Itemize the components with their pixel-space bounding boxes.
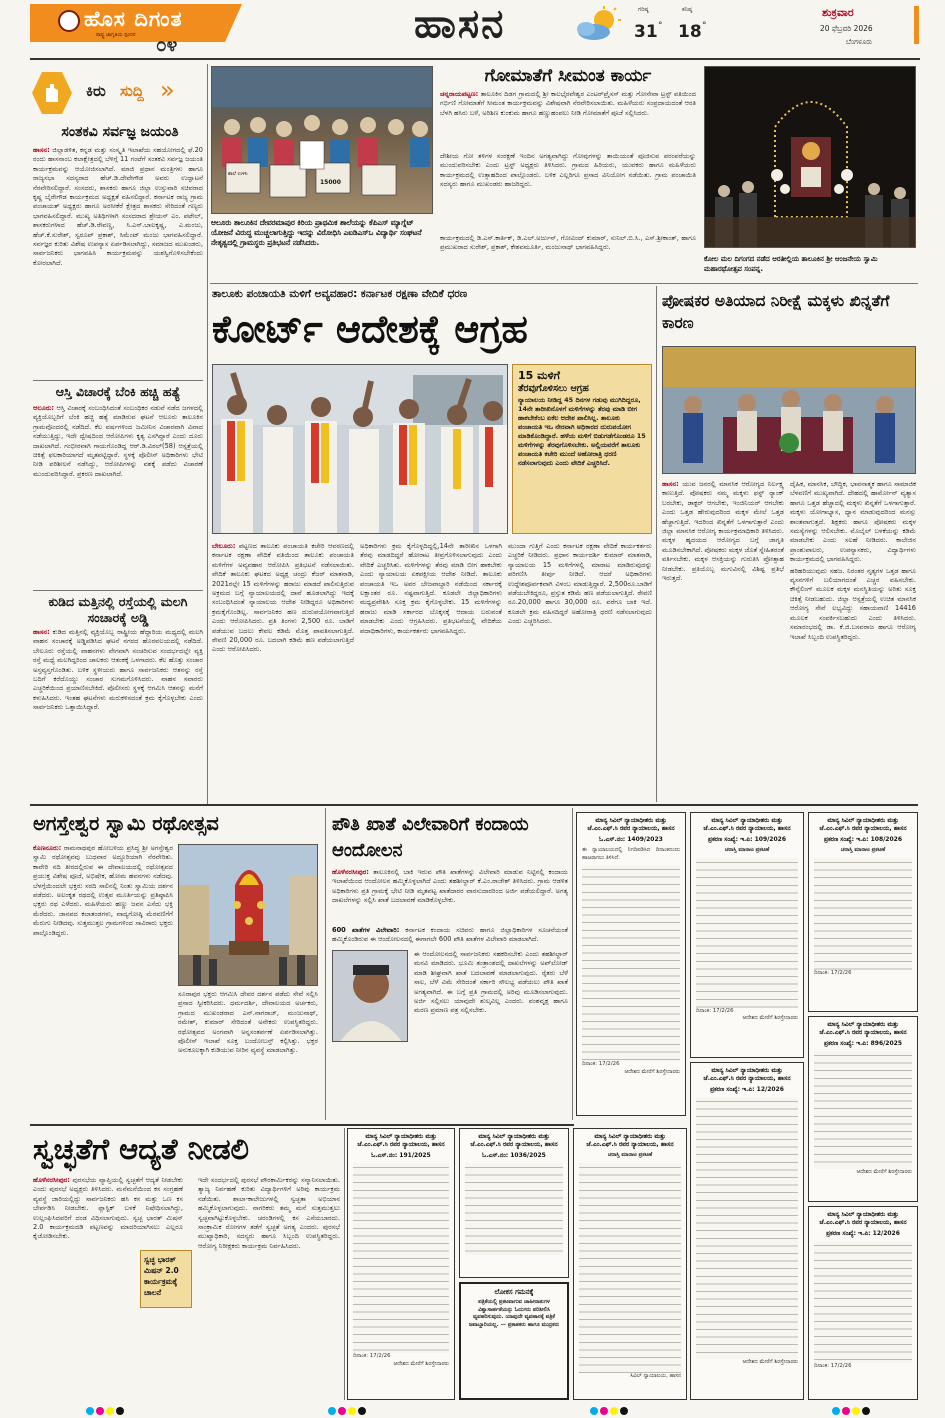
brief3-text: ಕುಡಿದ ಮತ್ತಿನಲ್ಲಿ ವ್ಯಕ್ತಿಯೊಬ್ಬ ರಾಷ್ಟ್ರೀಯ ಹೆದ್ದಾರಿಯ ಮಧ್ಯದಲ್ಲಿ ಮಲಗಿ ವಾಹನ ಸಂಚಾರಕ್ಕೆ ಅಡ್ಡಿಪಡಿಸಿದ ಘಟನೆ ನಗರದ ಹೊರವಲಯದಲ್ಲಿ ನಡೆದಿದೆ. ಬೇಲೂರು ರಸ್ತೆಯಲ್ಲಿ ವಾಹನಗಳು ವೇಗವಾಗಿ ಸಂಚರಿಸುವ ಸಂದರ್ಭದಲ್ಲೇ ವ್ಯಕ್ತಿ ರಸ್ತೆ ಮಧ್ಯೆ ಮಲಗಿದ್ದರಿಂದ ಚಾಲಕರು ಆತಂಕಕ್ಕೆ ಒಳಗಾದರು. ಕೆಲ ಹೊತ್ತು ಸಂಚಾರ ಅಸ್ತವ್ಯಸ್ತಗೊಂಡಿತು. ಬಳಿಕ ಸ್ಥಳೀಯರು ಹಾಗೂ ಸಾರ್ವಜನಿಕರು ಆತನನ್ನು ರಸ್ತೆ ಬದಿಗೆ ಕರೆದೊಯ್ದು ಸಂಚಾರ ಸುಗಮಗೊಳಿಸಿದರು. ವಾಹನ ಸವಾರರು ಎಚ್ಚರಿಕೆಯಿಂದ ಪ್ರಯಾಣಿಸಬೇಕಿದೆ. ಪೊಲೀಸರು ಸ್ಥಳಕ್ಕೆ ಆಗಮಿಸಿ ಆತನನ್ನು ಮನೆಗೆ ಕಳುಹಿಸಿದರು. ಇಂತಹ ಘಟನೆಗಳು ಮರುಕಳಿಸದಂತೆ ಕ್ರಮ ಕೈಗೊಳ್ಳಬೇಕು ಎಂದು ಸಾರ್ವಜನಿಕರು ಒತ್ತಾಯಿಸಿದ್ದಾರೆ. xyxy=(33,628,203,712)
notice-court-head: ಮಾನ್ಯ ಸಿವಿಲ್ ನ್ಯಾಯಾಧೀಶರು ಮತ್ತು ಜೆ.ಎಂ.ಎಫ್.ಸಿ ರವರ ನ್ಯಾಯಾಲಯ, ಹಾಸನ xyxy=(703,817,791,832)
notice-fine-print xyxy=(696,858,798,1008)
protest-sign-text-2: ಶಾಲೆ ಉಳಿಸಿ xyxy=(228,171,248,177)
pouti-text-1: ತಾಲೂಕಿನಲ್ಲಿ ಬಾಕಿ ಇರುವ ಪೌತಿ ಖಾತೆಗಳನ್ನು ವಿಲೇವಾರಿ ಮಾಡುವ ನಿಟ್ಟಿನಲ್ಲಿ ಕಂದಾಯ ಇಲಾಖೆಯಿಂದ ಆಂದೋಲನ ಹಮ್ಮಿಕೊಳ್ಳಲಾಗಿದೆ ಎಂದು ತಹಶೀಲ್ದಾರ್ ಕೆ.ಎಂ.ರಾಜೇಶ್ ತಿಳಿಸಿದರು. ಗ್ರಾಮ ಆಡಳಿತ ಅಧಿಕಾರಿಗಳು ಪ್ರತಿ ಗ್ರಾಮಕ್ಕೆ ಭೇಟಿ ನೀಡಿ ಮೃತಪಟ್ಟ ಖಾತೆದಾರರ ವಾರಸುದಾರರಿಂದ ಅರ್ಜಿ ಪಡೆಯಲಿದ್ದಾರೆ. ಅಗತ್ಯ ದಾಖಲೆಗಳನ್ನು ಸಲ್ಲಿಸಿ ಖಾತೆ ಬದಲಾವಣೆ ಮಾಡಿಕೊಳ್ಳಬೇಕು. xyxy=(332,868,568,905)
notice-fine-print xyxy=(814,1241,912,1363)
brief-divider xyxy=(33,380,203,381)
lead-text-1: ಪಟ್ಟಣದ ತಾಲೂಕು ಪಂಚಾಯತಿ ಕಚೇರಿ ಆವರಣದಲ್ಲಿ ಕರ್ನಾಟಕ ರಕ್ಷಣಾ ವೇದಿಕೆ ವತಿಯಿಂದ ತಾಲೂಕು ಪಂಚಾಯತಿ ಮಳಿಗೆಗಳ ಅವ್ಯವಹಾರ ಆರೋಪಿಸಿ ಪ್ರತಿಭಟನೆ ನಡೆಸಲಾಯಿತು. ವೇದಿಕೆ ತಾಲೂಕು ಘಟಕದ ಅಧ್ಯಕ್ಷ ಚಂದ್ರು ಕೆಜರ್ ಮಾತನಾಡಿ, 2021ರಲ್ಲೇ 15 ಮಳಿಗೆಗಳನ್ನು ಹರಾಜು ಮಾಡದೆ ಪಾಲಿಸುತ್ತಿರುವ ಅಕ್ರಮದ ಬಗ್ಗೆ ನ್ಯಾಯಾಲಯದಲ್ಲಿ ದಾವೆ ಹೂಡಲಾಗಿದ್ದು ಇದಕ್ಕೆ ಸಂಬಂಧಿಸಿದಂತೆ ನ್ಯಾಯಾಲಯ ಆದೇಶ ನೀಡಿದ್ದರೂ ಅಧಿಕಾರಿಗಳು ಕ್ರಮಕೈಗೊಂಡಿಲ್ಲ. ಸಾರ್ವಜನಿಕರ ಹಣ ದುರುಪಯೋಗವಾಗುತ್ತಿದೆ ಎಂದು ಆರೋಪಿಸಿದರು. ಪ್ರತಿ ತಿಂಗಳು 2,500 ರೂ. ಬಾಡಿಗೆ ಪಡೆಯುವ ಬದಲು ಕೇವಲ ಕಡಿಮೆ ಮೊತ್ತ ಪಾವತಿಸಲಾಗುತ್ತಿದೆ. ಠೇವಣಿ 20,000 ರೂ. ಬದಲಾಗಿ ಕಡಿಮೆ ಹಣ ಪಡೆಯಲಾಗುತ್ತಿದೆ ಎಂದು ಆರೋಪಿಸಿದರು. xyxy=(212,542,354,654)
hand-icon xyxy=(32,72,72,114)
notice-case-number: ಓ.ಎಸ್.ನಂ: 1409/2023 xyxy=(599,836,663,843)
lead-box xyxy=(512,364,652,534)
nutrition-text-3: ಹರಿಹರಿಯುವುದು ಸಹಜ. ನಿರಂತರ ನೃತ್ಯಗಳ ಒತ್ತಡ ಹಾಗೂ ವ್ಯಸನಗಳಿಗೆ ಬಲಿಯಾಗದಂತೆ ಎಚ್ಚರ ವಹಿಸಬೇಕು. ಕೌನ್ಸೆಲಿಂಗ್ ಮೂಲಕ ಮಕ್ಕಳ ಮನಸ್ಥಿತಿಯನ್ನು ಅರಿತು ಸೂಕ್ತ ಚಿಕಿತ್ಸೆ ನೀಡಬಹುದು. ಜಿಲ್ಲಾ ಆಸ್ಪತ್ರೆಯಲ್ಲಿ ಉಚಿತ ಮಾನಸಿಕ ಆರೋಗ್ಯ ಸೇವೆ ಲಭ್ಯವಿದ್ದು ಸಹಾಯವಾಣಿ 14416 ಮೂಲಕ ಸಂಪರ್ಕಿಸಬಹುದು ಎಂದು ತಿಳಿಸಿದರು. ಸಮಾರಂಭದಲ್ಲಿ ಡಾ. ಕೆ.ಜಿ.ಬಸವರಾಜ ಹಾಗೂ ಆರೋಗ್ಯ ಇಲಾಖೆ ಸಿಬ್ಬಂದಿ ಉಪಸ್ಥಿತರಿದ್ದರು. xyxy=(790,566,916,641)
legal-notice xyxy=(690,1062,804,1400)
notice-court-head: ಮಾನ್ಯ ಸಿವಿಲ್ ನ್ಯಾಯಾಧೀಶರು ಮತ್ತು ಜೆ.ಎಂ.ಎಫ್.ಸಿ ರವರ ನ್ಯಾಯಾಲಯ, ಹಾಸನ xyxy=(586,1133,674,1148)
lead-box-title-a: 15 ಮಳಿಗೆ xyxy=(518,369,560,382)
legal-notice xyxy=(347,1128,455,1400)
tahsildar-portrait xyxy=(332,950,408,1042)
agastya-text-1: ರಾಮನಾಥಪುರ ಹೋಬಳಿಯ ಪ್ರಸಿದ್ಧ ಶ್ರೀ ಅಗಸ್ತೇಶ್ವರ ಸ್ವಾಮಿ ರಥೋತ್ಸವವು ಬುಧವಾರ ಅದ್ದೂರಿಯಾಗಿ ನೆರವೇರಿತು. ಕಾವೇರಿ ನದಿ ತೀರದಲ್ಲಿರುವ ಈ ದೇವಾಲಯದಲ್ಲಿ ರಥೋತ್ಸವದ ಪ್ರಯುಕ್ತ ವಿಶೇಷ ಪೂಜೆ, ಅಭಿಷೇಕ, ಹೋಮ ಹವನಗಳು ನಡೆದವು. ಬೆಳಗ್ಗೆಯಿಂದಲೇ ಭಕ್ತರು ಸರದಿ ಸಾಲಿನಲ್ಲಿ ನಿಂತು ಸ್ವಾಮಿಯ ದರ್ಶನ ಪಡೆದರು. ಅಲಂಕೃತ ರಥದಲ್ಲಿ ಉತ್ಸವ ಮೂರ್ತಿಯನ್ನು ಪ್ರತಿಷ್ಠಾಪಿಸಿ ಭಕ್ತರು ರಥ ಎಳೆದರು. ಮಹಿಳೆಯರು ಹಣ್ಣು ಜವನ ಎಸೆದು ಭಕ್ತಿ ಮೆರೆದರು. ಜಾನಪದ ಕಲಾತಂಡಗಳು, ವಾದ್ಯಗೋಷ್ಠಿ ಮೆರವಣಿಗೆಗೆ ಮೆರುಗು ನೀಡಿದವು. ಸುತ್ತಮುತ್ತಲ ಗ್ರಾಮಗಳಿಂದ ಸಾವಿರಾರು ಭಕ್ತರು ಪಾಲ್ಗೊಂಡಿದ್ದರು. xyxy=(33,844,173,937)
column-rule xyxy=(325,808,326,1120)
section-rule xyxy=(30,804,918,806)
lead-box-body: ನ್ಯಾಯಾಲಯ ನೀಡಿದ್ದ 45 ದಿನಗಳ ಗಡುವು ಮುಗಿದಿದ್ದರೂ, 14ನೇ ತಾರೀಖಿನೊಳಗೆ ಮಳಿಗೆಗಳನ್ನು ತೆರವು ಮಾಡಿ ಬೀಗ ಹಾಕಬೇಕೆಂಬ ಏಕೆಲ ಆದೇಶ ಪಾಲಿಸಿಲ್ಲ. ತಾಲೂಕು ಪಂಚಾಯತಿ ಇಒ ನೇರವಾಗಿ ಅಧಿಕಾರದ ದುರುಪಯೋಗ ಮಾಡಿಕೊಂಡಿದ್ದಾರೆ. ಹಳೆಯ ಮಳಿಗೆ ಬಿಡುಗಡೆಗೊಂಡರೂ 15 ಮಳಿಗೆಗಳನ್ನು ತೆರವುಗೊಳಿಸಬೇಕು. ಅಲ್ಲಿಯವರೆಗೆ ತಾಲೂಕು ಪಂಚಾಯತಿ ಕಚೇರಿ ಮುಂದೆ ಅಹೋರಾತ್ರಿ ಧರಣಿ ನಡೆಸಲಾಗುವುದು ಎಂದು ವೇದಿಕೆ ಎಚ್ಚರಿಸಿದೆ. xyxy=(518,396,646,467)
lead-dateline: ಬೇಲೂರು: xyxy=(212,542,236,550)
legal-notice xyxy=(459,1128,569,1278)
brief2-text: ಆಸ್ತಿ ವಿಚಾರಕ್ಕೆ ಸಂಬಂಧಿಸಿದಂತೆ ಸಂಬಂಧಿಕರ ನಡುವೆ ನಡೆದ ಜಗಳದಲ್ಲಿ ವ್ಯಕ್ತಿಯೊಬ್ಬರಿಗೆ ಬೆಂಕಿ ಹಚ್ಚಿ ಹತ್ಯೆ ಮಾಡಿರುವ ಘಟನೆ ಆಲೂರು ತಾಲೂಕಿನ ಗ್ರಾಮವೊಂದರಲ್ಲಿ ನಡೆದಿದೆ. ಕೆಲ ವರ್ಷಗಳಿಂದ ಜಮೀನಿನ ವಿಚಾರವಾಗಿ ವಿವಾದ ನಡೆಯುತ್ತಿದ್ದು, ಇದೇ ದ್ವೇಷದಿಂದ ಆರೋಪಿಗಳು ಕೃತ್ಯ ಎಸಗಿದ್ದಾರೆ ಎಂದು ದೂರು ದಾಖಲಾಗಿದೆ. ಗಂಭೀರವಾಗಿ ಗಾಯಗೊಂಡಿದ್ದ ಆರ್.ಡಿ.ವಿಠಲ್(58) ಆಸ್ಪತ್ರೆಯಲ್ಲಿ ಚಿಕಿತ್ಸೆ ಫಲಕಾರಿಯಾಗದೆ ಮೃತಪಟ್ಟಿದ್ದಾರೆ. ಸ್ಥಳಕ್ಕೆ ಪೊಲೀಸ್ ಅಧಿಕಾರಿಗಳು ಭೇಟಿ ನೀಡಿ ಪರಿಶೀಲನೆ ನಡೆಸಿದ್ದು, ಆರೋಪಿಗಳನ್ನು ವಶಕ್ಕೆ ಪಡೆದು ವಿಚಾರಣೆ ಮುಂದುವರಿಸಿದ್ದಾರೆ. ಪ್ರಕರಣ ದಾಖಲಾಗಿದೆ. xyxy=(33,404,203,478)
notice-court-head: ಮಾನ್ಯ ಸಿವಿಲ್ ನ್ಯಾಯಾಧೀಶರು ಮತ್ತು ಜೆ.ಎಂ.ಎಫ್.ಸಿ ರವರ ನ್ಯಾಯಾಲಯ, ಹಾಸನ xyxy=(470,1133,558,1148)
agastya-headline: ಅಗಸ್ತೇಶ್ವರ ಸ್ವಾಮಿ ರಥೋತ್ಸವ xyxy=(33,812,219,835)
column-rule xyxy=(572,808,573,1120)
notice-fine-print xyxy=(579,1163,681,1373)
temp-min-label: ಕನಿಷ್ಠ xyxy=(682,6,693,13)
notice-court-head: ಮಾನ್ಯ ಸಿವಿಲ್ ನ್ಯಾಯಾಧೀಶರು ಮತ್ತು ಜೆ.ಎಂ.ಎಫ್.ಸಿ ರವರ ನ್ಯಾಯಾಲಯ, ಹಾಸನ xyxy=(703,1067,791,1082)
brief2-title: ಆಸ್ತಿ ವಿಚಾರಕ್ಕೆ ಬೆಂಕಿ ಹಚ್ಚಿ ಹತ್ಯೆ xyxy=(55,384,181,399)
pouti-headline: ಪೌತಿ ಖಾತೆ ವಿಲೇವಾರಿಗೆ ಕಂದಾಯ ಆಂದೋಲನ xyxy=(332,814,529,861)
masthead-rule xyxy=(30,58,920,60)
brand-name: ಹೊಸ ದಿಗಂತ xyxy=(84,6,183,31)
brief3-title: ಕುಡಿದ ಮತ್ತಿನಲ್ಲಿ ರಸ್ತೆಯಲ್ಲಿ ಮಲಗಿ ಸಂಚಾರಕ್ಕೆ ಅಡ್ಡಿ xyxy=(48,594,188,625)
notice-fine-print xyxy=(353,1163,449,1353)
kiru-label-a: ಕಿರು xyxy=(86,82,106,100)
brief2-body xyxy=(33,404,203,588)
brief1-title: ಸಂತಕವಿ ಸರ್ವಜ್ಞ ಜಯಂತಿ xyxy=(61,124,179,140)
notice-fine-print xyxy=(582,865,680,1061)
notice-sign: ಆದೇಶದ ಮೇರೆಗೆ ಶಿರಸ್ತೇದಾರರು xyxy=(742,1359,798,1365)
seminar-photo xyxy=(662,346,916,474)
notice-sale-head: ಚರಾಸ್ತಿ ಮಾರಾಟ ಪ್ರಕಟಣೆ xyxy=(607,1152,653,1158)
gomata-headline: ಗೋಮಾತೆಗೆ ಸೀಮಂತ ಕಾರ್ಯ xyxy=(484,66,652,86)
edition-title: ಹಾಸನ xyxy=(414,0,506,47)
temp-max: 31 xyxy=(634,22,658,42)
swachh-box-text: ಸ್ವಚ್ಛ ಭಾರತ್ ಮಿಷನ್ 2.0 ಕಾರ್ಯಕ್ರಮಕ್ಕೆ ಚಾಲನೆ xyxy=(144,1255,179,1297)
pouti-subhead: 600 ಖಾತೆಗಳ ವಿಲೇವಾರಿ: xyxy=(332,926,400,934)
notice-court-head: ಮಾನ್ಯ ಸಿವಿಲ್ ನ್ಯಾಯಾಧೀಶರು ಮತ್ತು ಜೆ.ಎಂ.ಎಫ್.ಸಿ ರವರ ನ್ಯಾಯಾಲಯ, ಹಾಸನ xyxy=(819,1021,907,1036)
school-protest-photo xyxy=(211,66,433,214)
nutrition-text-1: ಯುವ ಜನರಲ್ಲಿ ಮಾನಸಿಕ ಆರೋಗ್ಯದ ನಿರ್ಲಕ್ಷ್ಯ ಕಾಣುತ್ತಿದೆ. ಪೋಷಕರು ನಮ್ಮ ಮಕ್ಕಳು ಫಸ್ಟ್ ರ್‍ಯಾಂಕ್ ಬರಬೇಕು, ಡಾಕ್ಟರ್ ಆಗಬೇಕು, ಇಂಜಿನಿಯರ್ ಆಗಬೇಕು ಎಂದು ಒತ್ತಡ ಹೇರುವುದರಿಂದ ಮಕ್ಕಳ ಮೇಲೆ ಒತ್ತಡ ಹೆಚ್ಚಾಗುತ್ತಿದೆ. ಇದರಿಂದ ಖಿನ್ನತೆಗೆ ಒಳಗಾಗುತ್ತಾರೆ ಎಂದು ಜಿಲ್ಲಾ ಮಾನಸಿಕ ಆರೋಗ್ಯ ಕಾರ್ಯಕ್ರಮಾಧಿಕಾರಿ ತಿಳಿಸಿದರು. ಮಕ್ಕಳ ಹೃದಯದ ಆರೋಗ್ಯದ ಬಗ್ಗೆ ಜಾಗೃತಿ ಮೂಡಿಸಬೇಕಾಗಿದೆ. ಪೋಷಕರು ಮಕ್ಕಳ ಜೊತೆ ಸ್ನೇಹಿತರಂತೆ ವರ್ತಿಸಬೇಕು. ಮಕ್ಕಳ ಆಸಕ್ತಿಯನ್ನು ಗುರುತಿಸಿ ಪ್ರೋತ್ಸಾಹ ನೀಡಬೇಕು. ಪ್ರತಿಯೊಬ್ಬ ಮಗುವಿನಲ್ಲಿ ವಿಶಿಷ್ಟ ಪ್ರತಿಭೆ ಇರುತ್ತದೆ. xyxy=(662,480,784,583)
protest-photo xyxy=(212,364,508,534)
temp-max-degree: ° xyxy=(658,21,663,31)
gomata-text-1: ತಾಲೂಕಿನ ದಿಡಗ ಗ್ರಾಮದಲ್ಲಿ ಶ್ರೀ ಕಾಲಭೈರವೇಶ್ವರ ಎಂಟರ್‌ಪ್ರೈಸಸ್ ಮತ್ತು ಗೋಸೇವಾ ಟ್ರಸ್ಟ್ ವತಿಯಿಂದ ಗರ್ಭಿಣಿ ಗೋಮಾತೆಗೆ ಸೀಮಂತ ಕಾರ್ಯಕ್ರಮವನ್ನು ವಿಶೇಷವಾಗಿ ನೆರವೇರಿಸಲಾಯಿತು. ಮಹಿಳೆಯರು ಸಂಪ್ರದಾಯದಂತೆ ಆರತಿ ಬೆಳಗಿ ಹಸಿರು ಬಳೆ, ಅರಿಶಿಣ ಕುಂಕುಮ ಹಾಗೂ ಹಣ್ಣುಹಂಪಲು ನೀಡಿ ಗೋಮಾತೆಗೆ ಪೂಜೆ ಸಲ್ಲಿಸಿದರು. xyxy=(440,90,696,117)
swachh-dateline: ಹೊಳೆನರಸೀಪುರ: xyxy=(33,1176,70,1184)
lead-kicker: ತಾಲೂಕು ಪಂಚಾಯತಿ ಮಳಿಗೆ ಅವ್ಯವಹಾರ: ಕರ್ನಾಟಕ ರಕ್ಷಣಾ ವೇದಿಕೆ ಧರಣ xyxy=(212,288,468,300)
school-protest-caption: ಆಲೂರು ತಾಲೂಕಿನ ದೇವರಮಾಪುರ ಕಿರಿಯ ಪ್ರಾಥಮಿಕ ಶಾಲೆಯನ್ನು ಕೆಪಿಎಸ್ ಮ್ಯಾಗ್ನೆಟ್ ಯೋಜನೆ ವಿರುದ್ಧ ಮುಚ್ಚಲಾಗುತ್ತಿದ್ದು ಇದನ್ನು ವಿರೋಧಿಸಿ ಎಐಡಿಎಸ್‌ಒ ವಿದ್ಯಾರ್ಥಿ ಸಂಘಟನೆ ನೇತೃತ್ವದಲ್ಲಿ ಗ್ರಾಮಸ್ಥರು ಪ್ರತಿಭಟನೆ ನಡೆಸಿದರು. xyxy=(211,218,422,247)
masthead-edge-bar xyxy=(914,6,919,44)
notice-court-head: ಮಾನ್ಯ ಸಿವಿಲ್ ನ್ಯಾಯಾಧೀಶರು ಮತ್ತು ಜೆ.ಎಂ.ಎಫ್.ಸಿ ರವರ ನ್ಯಾಯಾಲಯ, ಹಾಸನ xyxy=(819,1211,907,1226)
public-notice-body: ಪತ್ರಿಕೆಯಲ್ಲಿ ಪ್ರಕಟವಾಗುವ ಜಾಹೀರಾತುಗಳ ವಿಶ್ವಾಸಾರ್ಹತೆಯನ್ನು ಓದುಗರು ಪರಿಶೀಲಿಸಿ ವ್ಯವಹರಿಸುವುದು. ಯಾವುದೇ ವ್ಯವಹಾರಕ್ಕೆ ಪತ್ರಿಕೆ ಜವಾಬ್ದಾರಿಯಲ್ಲ. — ಪ್ರಕಾಶಕರು ಹಾಗೂ ಮುದ್ರಕರು xyxy=(468,1299,560,1328)
notice-sale-head: ಚರಾಸ್ತಿ ಮಾರಾಟ ಪ್ರಕಟಣೆ xyxy=(724,847,770,853)
notice-case-number: ಪ್ರಕರಣ ಸಂಖ್ಯೆ: ಇ.ಪಿ: 12/2026 xyxy=(710,1086,784,1093)
agastya-col-2: ಸೂರಾಪುರ ಭಕ್ತರು ಆಗಮಿಸಿ ದೇವರ ದರ್ಶನ ಪಡೆದು ಸೇವೆ ಸಲ್ಲಿಸಿ ಪ್ರಸಾದ ಸ್ವೀಕರಿಸಿದರು. ಧರ್ಮದರ್ಶಿ, ದೇವಾಲಯದ ಅರ್ಚಕರು, ಗ್ರಾಮದ ಮುಖಂಡರಾದ ಎನ್.ನಾಗರಾಜ್, ಮಂಜುನಾಥ್, ರಮೇಶ್, ಕುಮಾರ್ ಸೇರಿದಂತೆ ಅನೇಕರು ಉಪಸ್ಥಿತರಿದ್ದರು. ರಥೋತ್ಸವದ ಅಂಗವಾಗಿ ಅನ್ನಸಂತರ್ಪಣೆ ಏರ್ಪಡಿಸಲಾಗಿತ್ತು. ಪೊಲೀಸ್ ಇಲಾಖೆ ಸೂಕ್ತ ಬಂದೋಬಸ್ತ್ ಕಲ್ಪಿಸಿತ್ತು. ಭಕ್ತರ ಅನುಕೂಲಕ್ಕಾಗಿ ಕುಡಿಯುವ ನೀರಿನ ವ್ಯವಸ್ಥೆ ಮಾಡಲಾಗಿತ್ತು. xyxy=(178,990,318,1055)
brief1-body xyxy=(33,146,203,376)
public-notice-title: ಲೋಕಸ ಗಮನಕ್ಕೆ xyxy=(494,1288,534,1296)
pouti-col-1b xyxy=(332,926,568,948)
lead-col-3: ಮುಂದಾ ಗುತ್ತಿಗೆ ಎಂದು ಕರ್ನಾಟಕ ರಕ್ಷಣಾ ವೇದಿಕೆ ಕಾರ್ಯಕರ್ತರು ಎಚ್ಚರಿಕೆ ನೀಡಿದರು. ಪ್ರಧಾನ ಕಾರ್ಯದರ್ಶಿ ಕುಮಾರ್ ಮಾತನಾಡಿ, ನ್ಯಾಯಾಲಯ 15 ಮಳಿಗೆಗಳಲ್ಲಿ ಮಾರಾಟ ಮಾಡಿರುವುದನ್ನು ಪರಿಗಣಿಸಿ ತೀರ್ಪು ನೀಡಿದೆ. ಆದರೆ ಅಧಿಕಾರಿಗಳು ಉದ್ದೇಶಪೂರ್ವಕವಾಗಿ ವಿಳಂಬ ಮಾಡುತ್ತಿದ್ದಾರೆ. 2,500ರೂ.ಬಾಡಿಗೆ ಪಡೆಯಬೇಕಿದ್ದರೂ, ಪ್ರಸ್ತುತ ಕಡಿಮೆ ಹಣ ಪಡೆಯಲಾಗುತ್ತಿದೆ. ಠೇವಣಿ ರೂ.20,000 ಹಾಗೂ 30,000 ರೂ. ವರೆಗೂ ಬಾಕಿ ಇದೆ. ಕೂಡಲೇ ಕ್ರಮ ವಹಿಸದಿದ್ದರೆ ಅಹೋರಾತ್ರಿ ಧರಣಿ ನಡೆಸಲಾಗುವುದು ಎಂದು ಎಚ್ಚರಿಸಿದರು. xyxy=(508,542,652,626)
notice-court-head: ಮಾನ್ಯ ಸಿವಿಲ್ ನ್ಯಾಯಾಧೀಶರು ಮತ್ತು ಜೆ.ಎಂ.ಎಫ್.ಸಿ ರವರ ನ್ಯಾಯಾಲಯ, ಹಾಸನ xyxy=(357,1133,445,1148)
kiru-label-b: ಸುದ್ದಿ xyxy=(120,82,144,100)
notice-fine-print xyxy=(814,858,912,970)
notice-court-head: ಮಾನ್ಯ ಸಿವಿಲ್ ನ್ಯಾಯಾಧೀಶರು ಮತ್ತು ಜೆ.ಎಂ.ಎಫ್.ಸಿ ರವರ ನ್ಯಾಯಾಲಯ, ಹಾಸನ xyxy=(587,817,675,832)
swachh-text-1: ಪುರಸಭೆಯ ವ್ಯಾಪ್ತಿಯಲ್ಲಿ ಸ್ವಚ್ಛತೆಗೆ ಆದ್ಯತೆ ನೀಡಬೇಕು ಎಂದು ಪುರಸಭೆ ಅಧ್ಯಕ್ಷರು ತಿಳಿಸಿದರು. ಮನೆಮನೆಯಿಂದ ಕಸ ಸಂಗ್ರಹಣೆ ವ್ಯವಸ್ಥೆ ಜಾರಿಯಲ್ಲಿದ್ದು ಸಾರ್ವಜನಿಕರು ಹಸಿ ಕಸ ಮತ್ತು ಒಣ ಕಸ ಬೇರ್ಪಡಿಸಿ ನೀಡಬೇಕು. ಪ್ಲಾಸ್ಟಿಕ್ ಬಳಕೆ ನಿಷೇಧಿಸಲಾಗಿದ್ದು, ಉಲ್ಲಂಘಿಸಿದವರಿಗೆ ದಂಡ ವಿಧಿಸಲಾಗುವುದು. ಸ್ವಚ್ಛ ಭಾರತ್ ಮಿಷನ್ 2.0 ಕಾರ್ಯಕ್ರಮದಡಿ ಪಟ್ಟಣವನ್ನು ಮಾದರಿಯಾಗಿಸಲು ಎಲ್ಲರೂ ಕೈಜೋಡಿಸಬೇಕು. xyxy=(33,1176,183,1241)
notice-sign: ಆದೇಶದ ಮೇರೆಗೆ ಶಿರಸ್ತೇದಾರರು xyxy=(393,1360,449,1367)
nutrition-text-2: ದೈಹಿಕ, ಮಾನಸಿಕ, ಬೌದ್ಧಿಕ, ಭಾವನಾತ್ಮಕ ಹಾಗೂ ಸಾಮಾಜಿಕ ಬೆಳವಣಿಗೆ ಮುಖ್ಯವಾಗಿದೆ. ದೇಹದಲ್ಲಿ ಹಾರ್ಮೋನ್ ವ್ಯತ್ಯಾಸ ಹಾಗೂ ಒತ್ತಡ ಹೆಚ್ಚಾದಲ್ಲಿ ಮಕ್ಕಳು ಖಿನ್ನತೆಗೆ ಒಳಗಾಗುತ್ತಾರೆ. ಮಕ್ಕಳು ಯೋಗಾಭ್ಯಾಸ, ಧ್ಯಾನ ಮಾಡುವುದರಿಂದ ಮನಸ್ಸು ಶಾಂತವಾಗುತ್ತದೆ. ಶಿಕ್ಷಕರು ಹಾಗೂ ಪೋಷಕರು ಮಕ್ಕಳ ಸಮಸ್ಯೆಗಳನ್ನು ಆಲಿಸಬೇಕು. ಮೊಬೈಲ್ ಬಳಕೆಯನ್ನು ಕಡಿಮೆ ಮಾಡಬೇಕು ಎಂದು ಸಲಹೆ ನೀಡಿದರು. ಕಾಲೇಜಿನ ಪ್ರಾಂಶುಪಾಲರು, ಉಪನ್ಯಾಸಕರು, ವಿದ್ಯಾರ್ಥಿಗಳು ಕಾರ್ಯಕ್ರಮದಲ್ಲಿ ಭಾಗವಹಿಸಿದ್ದರು. xyxy=(790,480,916,564)
notice-sign: ಆದೇಶದ ಮೇರೆಗೆ ಶಿರಸ್ತೇದಾರರು xyxy=(624,1068,680,1075)
chevron-right-icon: » xyxy=(160,76,175,104)
notice-case-number: ಪ್ರಕರಣ ಸಂಖ್ಯೆ: ಇ.ಪಿ: 12/2026 xyxy=(826,1230,900,1237)
notice-case-number: ಪ್ರಕರಣ ಸಂಖ್ಯೆ: ಇ.ಪಿ: 108/2026 xyxy=(823,836,903,843)
date-full: 20 ಫೆಬ್ರವರಿ 2026 xyxy=(820,24,873,33)
notice-sale-head: ಚರಾಸ್ತಿ ಮಾರಾಟ ಪ್ರಕಟಣೆ xyxy=(840,847,886,853)
lead-col-2: ಅಧಿಕಾರಿಗಳು ಕ್ರಮ ಕೈಗೊಳ್ಳದಿದ್ದಲ್ಲಿ,14ನೇ ತಾರೀಖಿನ ಒಳಗಾಗಿ ತೆರವು ಮಾಡದಿದ್ದರೆ ಹೋರಾಟ ತೀವ್ರಗೊಳಿಸಲಾಗುವುದು ಎಂದು ವೇದಿಕೆ ಎಚ್ಚರಿಸಿತು. ಮಳಿಗೆಗಳನ್ನು ತೆರವು ಮಾಡಿ ಬೀಗ ಹಾಕಬೇಕು ಎಂದು ನ್ಯಾಯಾಲಯ ಏಕಪಕ್ಷೀಯ ಆದೇಶ ನೀಡಿದೆ. ತಾಲೂಕು ಪಂಚಾಯತಿ ಇಒ ಅವರ ಬೇಜವಾಬ್ದಾರಿ ನಡೆಯಿಂದ ಸರ್ಕಾರಕ್ಕೆ ಲಕ್ಷಾಂತರ ರೂ. ನಷ್ಟವಾಗುತ್ತಿದೆ. ಕೂಡಲೇ ಜಿಲ್ಲಾಧಿಕಾರಿಗಳು ಮಧ್ಯಪ್ರವೇಶಿಸಿ ಸೂಕ್ತ ಕ್ರಮ ಕೈಗೊಳ್ಳಬೇಕು. 15 ಮಳಿಗೆಗಳನ್ನು ಹರಾಜು ಮಾಡಿ ಸರ್ಕಾರದ ಬೊಕ್ಕಸಕ್ಕೆ ಆದಾಯ ಬರುವಂತೆ ಮಾಡಬೇಕು ಎಂದು ಆಗ್ರಹಿಸಿದರು. ಪ್ರತಿಭಟನೆಯಲ್ಲಿ ವೇದಿಕೆಯ ಪದಾಧಿಕಾರಿಗಳು, ಕಾರ್ಯಕರ್ತರು ಭಾಗವಹಿಸಿದ್ದರು. xyxy=(360,542,502,635)
lead-col-1 xyxy=(212,542,354,796)
notice-case-number: ಓ.ಎಸ್.ನಂ: 1036/2025 xyxy=(482,1152,546,1159)
notice-body: ಈ ನ್ಯಾಯಾಲಯದಲ್ಲಿ ನಿಗದಿಪಡಿಸಿದ ದಿನಾಂಕದಂದು ಹಾಜರಾಗಲು ತಿಳಿಸಿದೆ. xyxy=(582,847,680,861)
notice-date: ದಿನಾಂಕ: 17/2/26 xyxy=(353,1353,391,1359)
notice-court-place: ಸಿವಿಲ್ ನ್ಯಾಯಾಲಯ, ಹಾಸನ xyxy=(630,1372,681,1379)
brief2-dateline: ಆಲೂರು: xyxy=(33,404,55,412)
brand-tagline: ರಾಷ್ಟ್ರ ಜಾಗೃತಿಯ ಸ್ಪಂದನ xyxy=(96,32,136,38)
pouti-dateline: ಹೊಳೆನರಸೀಪುರ: xyxy=(332,868,369,876)
notice-case-number: ಓ.ಎಸ್.ನಂ: 191/2025 xyxy=(371,1152,431,1159)
brand-logo-icon xyxy=(58,10,80,32)
notice-date: ದಿನಾಂಕ: 17/2/26 xyxy=(582,1061,620,1068)
gomata-body-2: ದೇಶೀಯ ಗೋ ತಳಿಗಳ ಸಂರಕ್ಷಣೆ ಇಂದಿನ ಅಗತ್ಯವಾಗಿದ್ದು ಗೋವುಗಳನ್ನು ತಾಯಿಯಂತೆ ಪೂಜಿಸುವ ಪರಂಪರೆಯನ್ನು ಮುಂದುವರಿಸಬೇಕು ಎಂದು ಟ್ರಸ್ಟ್ ಅಧ್ಯಕ್ಷರು ತಿಳಿಸಿದರು. ಗ್ರಾಮದ ಹಿರಿಯರು, ಯುವಕರು ಹಾಗೂ ಮಹಿಳೆಯರು ಕಾರ್ಯಕ್ರಮದಲ್ಲಿ ಉತ್ಸಾಹದಿಂದ ಪಾಲ್ಗೊಂಡರು. ಬಳಿಕ ಎಲ್ಲರಿಗೂ ಪ್ರಸಾದ ವಿನಿಯೋಗ ನಡೆಯಿತು. ಗ್ರಾಮ ಪಂಚಾಯಿತಿ ಸದಸ್ಯರು ಹಾಗೂ ಮುಖಂಡರು ಹಾಜರಿದ್ದರು. xyxy=(440,152,696,189)
notice-date: ದಿನಾಂಕ: 17/2/26 xyxy=(696,1007,734,1014)
temple-festival-photo xyxy=(704,66,916,248)
legal-notice xyxy=(808,1206,918,1400)
chariot-photo xyxy=(178,844,318,986)
gomata-body-3: ಕಾರ್ಯಕ್ರಮದಲ್ಲಿ ಡಿ.ಎಸ್.ಕಾರ್ತಿಕ್, ಡಿ.ಎಲ್.ಅರ್ಜುನ್, ಗೋವಿಂದ್ ಕುಮಾರ್, ಸುನಿಲ್.ಬಿ.ಸಿ., ಎಸ್.ಶ್ರೀಕಾಂತ್, ಹಾಗೂ ಪ್ರಮುಖರಾದ ಸುರೇಶ್, ಪ್ರಕಾಶ್, ಕೇಶವಮೂರ್ತಿ, ಮಂಜುನಾಥ್ ಭಾಗವಹಿಸಿದ್ದರು. xyxy=(440,234,696,252)
column-rule xyxy=(207,64,208,804)
temp-min: 18 xyxy=(678,22,702,42)
notice-date: ದಿನಾಂಕ: 17/2/26 xyxy=(814,1363,852,1369)
temp-min-degree: ° xyxy=(702,21,707,31)
notice-case-number: ಪ್ರಕರಣ ಸಂಖ್ಯೆ: ಇ.ಪಿ: 109/2026 xyxy=(707,836,787,843)
notice-fine-print xyxy=(814,1051,912,1169)
protest-sign-text: 15000 xyxy=(320,179,341,186)
brief3-body xyxy=(33,628,203,796)
notice-court-head: ಮಾನ್ಯ ಸಿವಿಲ್ ನ್ಯಾಯಾಧೀಶರು ಮತ್ತು ಜೆ.ಎಂ.ಎಫ್.ಸಿ ರವರ ನ್ಯಾಯಾಲಯ, ಹಾಸನ xyxy=(819,817,907,832)
notice-date: ದಿನಾಂಕ: 17/2/26 xyxy=(814,969,852,976)
legal-notice xyxy=(808,812,918,1012)
nutrition-col-2 xyxy=(790,480,916,796)
gomata-body-1 xyxy=(440,90,696,150)
notice-sign: ಆದೇಶದ ಮೇರೆಗೆ ಶಿರಸ್ತೇದಾರರು xyxy=(856,1169,912,1175)
column-rule xyxy=(656,286,657,802)
notice-fine-print xyxy=(696,1097,798,1359)
weather-icon xyxy=(572,6,624,42)
notice-case-number: ಪ್ರಕರಣ ಸಂಖ್ಯೆ: ಇ.ಪಿ: 896/2025 xyxy=(823,1040,903,1047)
temple-festival-caption: ಕೋಲ ಮಲ ದಿಗಂಗದ ನಡೆದ ಆರತೀಲ್ಲಿಯ ತಾಲೂಕಿನ ಶ್ರೀ ಆಂಜನೇಯ ಸ್ವಾಮಿ ಮಹಾರಥೋತ್ಸವ ಸಂಪನ್ನ. xyxy=(704,255,878,273)
agastya-col-1 xyxy=(33,844,173,1120)
swachh-col-2: ಇದೇ ಸಂದರ್ಭದಲ್ಲಿ ಪುರಸಭೆ ಪೌರಕಾರ್ಮಿಕರನ್ನು ಸನ್ಮಾನಿಸಲಾಯಿತು. ತ್ಯಾಜ್ಯ ನಿರ್ವಹಣೆ ಕುರಿತು ವಿದ್ಯಾರ್ಥಿಗಳಿಗೆ ಅರಿವು ಕಾರ್ಯಕ್ರಮ ನಡೆಯಿತು. ಶಾಲಾ-ಕಾಲೇಜುಗಳಲ್ಲಿ ಸ್ವಚ್ಛತಾ ಅಭಿಯಾನ ಹಮ್ಮಿಕೊಳ್ಳಲಾಗುವುದು. ನಾಗರಿಕರು ತಮ್ಮ ಮನೆ ಸುತ್ತಮುತ್ತಲು ಸ್ವಚ್ಛವಾಗಿಟ್ಟುಕೊಳ್ಳಬೇಕು. ಚರಂಡಿಗಳಲ್ಲಿ ಕಸ ಎಸೆಯಬಾರದು. ಸಾಂಕ್ರಾಮಿಕ ರೋಗಗಳ ತಡೆಗೆ ಸ್ವಚ್ಛತೆ ಅಗತ್ಯ ಎಂದರು. ಪುರಸಭೆ ಮುಖ್ಯಾಧಿಕಾರಿ, ಸದಸ್ಯರು ಹಾಗೂ ಸಿಬ್ಬಂದಿ ಉಪಸ್ಥಿತರಿದ್ದರು. ಆರೋಗ್ಯ ನಿರೀಕ್ಷಕರು ಕಾರ್ಯಕ್ರಮ ನಿರ್ವಹಿಸಿದರು. xyxy=(198,1176,340,1250)
pouti-col-2: ಈ ಆಂದೋಲನದಲ್ಲಿ ಸಾರ್ವಜನಿಕರು ಸಹಕರಿಸಬೇಕು ಎಂದು ತಹಶೀಲ್ದಾರ್ ಮನವಿ ಮಾಡಿದರು. ಭೂಮಿ ತಂತ್ರಾಂಶದಲ್ಲಿ ದಾಖಲೆಗಳನ್ನು ಅಪ್‌ಲೋಡ್ ಮಾಡಿ ಶೀಘ್ರವಾಗಿ ಖಾತೆ ಬದಲಾವಣೆ ಮಾಡಲಾಗುವುದು. ರೈತರು ಬೆಳೆ ಸಾಲ, ಬೆಳೆ ವಿಮೆ ಸೇರಿದಂತೆ ಸರ್ಕಾರಿ ಸೌಲಭ್ಯ ಪಡೆಯಲು ಪೌತಿ ಖಾತೆ ಅಗತ್ಯವಾಗಿದೆ. ಈ ಬಗ್ಗೆ ಪ್ರತಿ ಗ್ರಾಮದಲ್ಲಿ ಅರಿವು ಮೂಡಿಸಲಾಗುವುದು. ಅರ್ಜಿ ಸಲ್ಲಿಸಲು ಯಾವುದೇ ಶುಲ್ಕವಿಲ್ಲ ಎಂದರು. ವಂಶವೃಕ್ಷ ಹಾಗೂ ಮರಣ ಪ್ರಮಾಣ ಪತ್ರ ಸಲ್ಲಿಸಬೇಕು. xyxy=(414,950,568,1015)
legal-notice xyxy=(808,1016,918,1202)
public-notice xyxy=(459,1282,569,1400)
pouti-col-1 xyxy=(332,868,568,924)
date-day: ಶುಕ್ರವಾರ xyxy=(822,6,854,19)
brief-divider xyxy=(33,590,203,591)
swachh-headline: ಸ್ವಚ್ಛತೆಗೆ ಆದ್ಯತೆ ನೀಡಲಿ xyxy=(33,1132,250,1166)
legal-notice xyxy=(690,812,804,1058)
brief1-dateline: ಹಾಸನ: xyxy=(33,146,50,154)
section-rule xyxy=(30,1124,574,1126)
nutrition-headline: ಪೋಷಕರ ಅತಿಯಾದ ನಿರೀಕ್ಷೆ ಮಕ್ಕಳು ಖಿನ್ನತೆಗೆ ಕಾರಣ xyxy=(662,291,890,332)
lead-headline: ಕೋರ್ಟ್ ಆದೇಶಕ್ಕೆ ಆಗ್ರಹ xyxy=(212,306,528,351)
page-number: ೦೪ xyxy=(156,34,178,56)
brief3-dateline: ಹಾಸನ: xyxy=(33,628,50,636)
date-city: ಬೆಂಗಳೂರು xyxy=(846,38,873,46)
swachh-box xyxy=(140,1250,192,1308)
gomata-dateline: ಚನ್ನರಾಯಪಟ್ಟಣ: xyxy=(440,90,479,98)
legal-notice xyxy=(576,812,686,1116)
temp-max-label: ಗರಿಷ್ಠ xyxy=(638,6,649,13)
pouti-text-1b: ಕರ್ನಾಟಕ ಕಂದಾಯ ಸಚಿವರು ಹಾಗೂ ಜಿಲ್ಲಾಧಿಕಾರಿಗಳ ಸೂಚನೆಯಂತೆ ಹಮ್ಮಿಕೊಂಡಿರುವ ಈ ಆಂದೋಲನದಲ್ಲಿ ಈಗಾಗಲೇ 600 ಪೌತಿ ಖಾತೆಗಳ ವಿಲೇವಾರಿ ಮಾಡಲಾಗಿದೆ. xyxy=(332,926,568,944)
nutrition-col-1 xyxy=(662,480,784,796)
section-rule xyxy=(210,283,918,284)
notice-fine-print xyxy=(465,1163,563,1255)
lead-box-title-b: ತೆರವುಗೊಳಿಸಲು ಆಗ್ರಹ xyxy=(518,383,589,394)
nutrition-dateline: ಹಾಸನ: xyxy=(662,480,679,488)
notice-sign: ಆದೇಶದ ಮೇರೆಗೆ ಶಿರಸ್ತೇದಾರರು xyxy=(742,1015,798,1022)
column-rule xyxy=(344,1128,345,1400)
brief1-text: ಜಿಲ್ಲಾಡಳಿತ, ಕನ್ನಡ ಮತ್ತು ಸಂಸ್ಕೃತಿ ಇಲಾಖೆಯ ಸಹಯೋಗದಲ್ಲಿ ಫೆ.20 ರಂದು ಹಾಸನಾಂಬ ಕಲಾಕ್ಷೇತ್ರದಲ್ಲಿ ಬೆಳಿಗ್ಗೆ 11 ಗಂಟೆಗೆ ಸಂತಕವಿ ಸರ್ವಜ್ಞ ಜಯಂತಿ ಕಾರ್ಯಕ್ರಮವನ್ನು ಆಯೋಜಿಸಲಾಗಿದೆ. ಮಾಜಿ ಪ್ರಧಾನ ಮಂತ್ರಿಗಳು ಹಾಗೂ ರಾಜ್ಯಸಭಾ ಸದಸ್ಯರಾದ ಹೆಚ್.ಡಿ.ದೇವೇಗೌಡ ಅವರು ಉದ್ಘಾಟನೆ ನೆರವೇರಿಸಲಿದ್ದಾರೆ. ಸಂಸದರು, ಶಾಸಕರು ಹಾಗೂ ಜಿಲ್ಲಾ ಉಸ್ತುವಾರಿ ಸಚಿವರಾದ ಕೃಷ್ಣ ಬೈರೇಗೌಡ ಕಾರ್ಯಕ್ರಮದ ಅಧ್ಯಕ್ಷತೆ ವಹಿಸಲಿದ್ದಾರೆ. ಕರ್ನಾಟಕ ರಾಜ್ಯ ಗ್ರಾಮ ಪಂಚಾಯತ್ ಅಧ್ಯಕ್ಷರು ಹಾಗೂ ಅರಸೀಕೆರೆ ಕ್ಷೇತ್ರದ ಶಾಸಕರು ಸೇರಿದಂತೆ ಗಣ್ಯರು ಭಾಗವಹಿಸಲಿದ್ದಾರೆ. ಮುಖ್ಯ ಅತಿಥಿಗಳಾಗಿ ಸಂಸದರಾದ ಶ್ರೇಯಸ್ ಎಂ. ಪಟೇಲ್, ಶಾಸಕರುಗಳಾದ ಹೆಚ್.ಡಿ.ರೇವಣ್ಣ, ಸಿ.ಎನ್.ಬಾಲಕೃಷ್ಣ, ಎ.ಮಂಜು, ಹೆಚ್.ಕೆ.ಸುರೇಶ್, ಸ್ವರೂಪ್ ಪ್ರಕಾಶ್, ಸಿಮೆಂಟ್ ಮಂಜು ಭಾಗವಹಿಸಲಿದ್ದಾರೆ. ಸರ್ವಜ್ಞರ ಕುರಿತು ವಿಶೇಷ ಉಪನ್ಯಾಸ ಏರ್ಪಡಿಸಲಾಗಿದ್ದು, ಸಮಾಜದ ಮುಖಂಡರು, ಸಾರ್ವಜನಿಕರು ಭಾಗವಹಿಸಿ ಕಾರ್ಯಕ್ರಮವನ್ನು ಯಶಸ್ವಿಗೊಳಿಸಬೇಕೆಂದು ಕೋರಲಾಗಿದೆ. xyxy=(33,146,203,267)
legal-notice xyxy=(573,1128,687,1400)
agastya-dateline: ಕೊಣನೂರು: xyxy=(33,844,62,852)
